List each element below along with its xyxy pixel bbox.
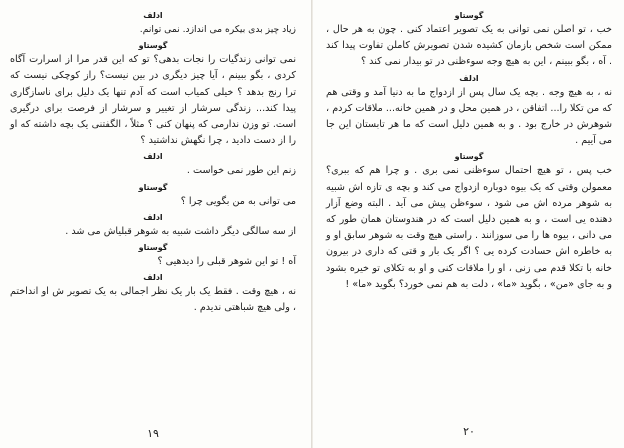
speaker-name: گوستاو [138, 243, 168, 253]
dialogue-paragraph: نه ، هیچ وقت . فقط یک بار یک نظر اجمالی به یک تصویر ش او انداختم ، ولی هیچ شباهتی ندیدم . [10, 286, 296, 314]
dialogue-paragraph: زنم این طور نمی خواست . [186, 165, 296, 177]
speaker-name: گوستاو [454, 152, 484, 162]
speaker-name: ادلف [143, 11, 163, 20]
dialogue-paragraph: خب پس ، تو هیچ احتمال سوءظنی نمی بری . و چرا هم که ببری؟ معمولن وقتی که یک بیوه دوباره ازدواج می کند و بچه ی تازه اش شبیه به شوهر مرده اش می شود ، سوءظن پیش می آید . البته وضع آزار دهنده یی است ، و به همین دلیل است که در هندوستان همان طور که می دانی ، بیوه ها را می سوزانند . راستی هیچ وقت به شوهر سابق او و به خاطره اش حسادت کرده یی ؟ اگر یک بار و قتی که داری در بیرون خانه با تکلا قدم می زنی ، او را ملاقات کنی و او به تکلای تو خیره بشود و به جای «من» ، بگوید «ما» ، دلت به هم نمی خورد؟ بگوید «ما» ! [326, 165, 612, 290]
speaker-name: ادلف [143, 152, 163, 162]
left-page [10, 8, 296, 440]
left-page-number: ۱۹ [147, 427, 159, 440]
speaker-name: ادلف [143, 212, 163, 222]
left-page-body [10, 10, 296, 317]
speaker-name: گوستاو [454, 11, 484, 20]
speaker-name: ادلف [459, 73, 479, 83]
right-page-body [326, 10, 612, 293]
dialogue-paragraph: آه ! تو این شوهر قبلی را دیدهیی ؟ [157, 256, 296, 268]
dialogue-paragraph: زیاد چیز بدی بیکره می اندازد. نمی توانم. [139, 24, 296, 35]
dialogue-paragraph: نه ، به هیچ وجه . بچه یک سال پس از ازدواج ما به دنیا آمد و وقتی هم که من تکلا را... اتفاقن ، در همین محل و در همین خانه... ملاقات کردم ، شوهرش در خارج بود . و به همین دلیل است که ما هر تابستان این جا می آییم . [326, 86, 612, 147]
dialogue-paragraph: از سه سالگی دیگر داشت شبیه به شوهر قبلیاش می شد . [65, 225, 296, 237]
speaker-name: گوستاو [138, 41, 168, 51]
dialogue-paragraph: می توانی به من بگویی چرا ؟ [180, 195, 296, 207]
right-page-number: ۲۰ [463, 425, 475, 438]
book-gutter [311, 0, 313, 448]
speaker-name: ادلف [143, 273, 163, 283]
speaker-name: گوستاو [138, 182, 168, 192]
dialogue-paragraph: خب ، تو اصلن نمی توانی به یک تصویر اعتماد کنی . چون به هر حال ، ممکن است شخص بازمان کشیده شدن تصویرش کاملن تفاوت پیدا کند . آه ، بگو ببینم ، این به هیچ وجه سوءظنی در تو بیدار نمی کند ؟ [326, 24, 612, 68]
right-page [326, 8, 612, 440]
dialogue-paragraph: نمی توانی زندگیات را نجات بدهی؟ تو که این قدر مرا از اسرارت آگاه کردی ، بگو ببینم ، آیا چیز دیگری در بین نیست؟ راز کوچکی نیست که ترا رنج بدهد ؟ خیلی کمیاب است که آدم تنها یک دلیل برای ناسازگاری پیدا کند... زندگی سرشار از تغییر و سرشار از فرصت برای درگیری است. تو وزن ندارمی که پنهان کنی ؟ مثلاً ، الگفتنی یک بچه داشته که او را از دست دادید ، چرا نگهش نداشتید ؟ [10, 54, 296, 147]
